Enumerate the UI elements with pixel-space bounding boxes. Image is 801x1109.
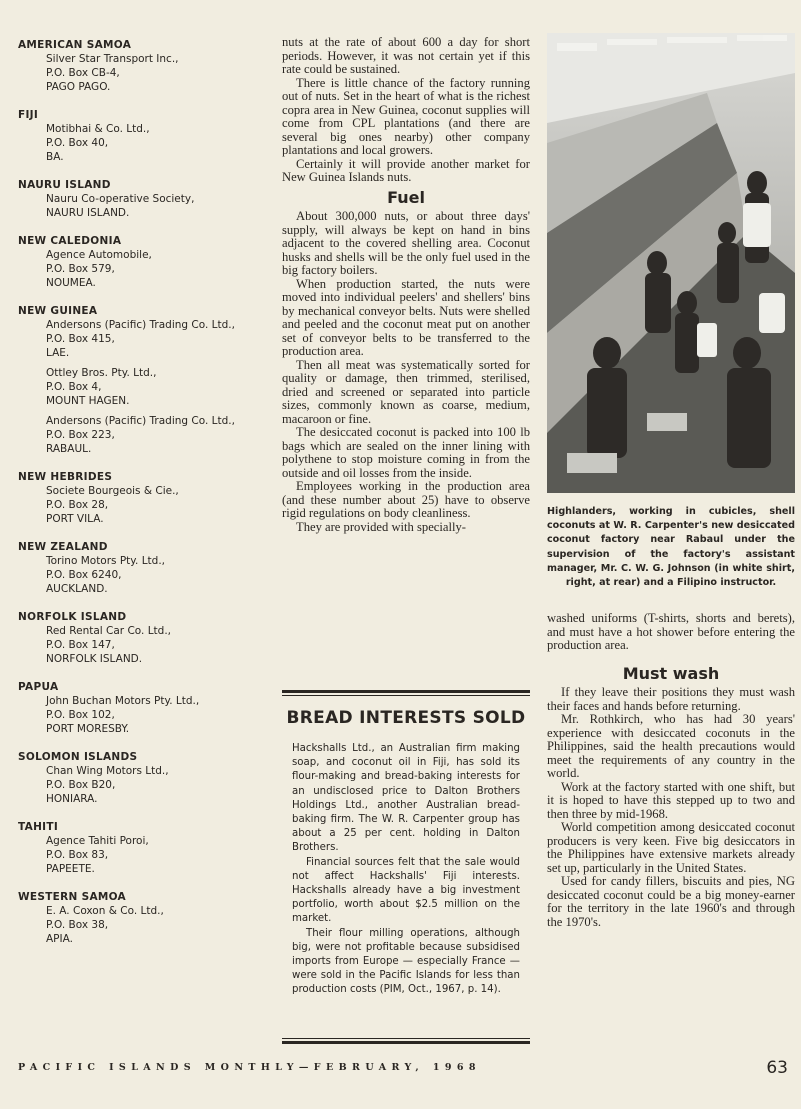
- directory-address-line: P.O. Box CB-4,: [46, 67, 120, 79]
- directory-address-line: Motibhai & Co. Ltd.,: [46, 123, 150, 135]
- directory-address-line: LAE.: [46, 347, 70, 359]
- directory-firm: [18, 764, 268, 806]
- article-paragraph: About 300,000 nuts, or about three days' supply, will always be kept on hand in bins adjacent to the covered shelling area. Coconut husks and shells will be the only fuel used in the big factory boilers.: [282, 209, 530, 277]
- directory-address-line: NORFOLK ISLAND.: [46, 653, 143, 665]
- boxed-paragraph: Their flour milling operations, although big, were not profitable because subsidised imports from Europe — especially France — were sold in the Pacific Islands for less than production costs (PIM, Oct., 1967, p. 14).: [292, 927, 520, 996]
- directory-address-line: Ottley Bros. Pty. Ltd.,: [46, 367, 157, 379]
- directory-country: TAHITI: [18, 821, 59, 833]
- directory-entry: [18, 610, 268, 666]
- directory-address-line: P.O. Box 102,: [46, 709, 115, 721]
- directory-firm: [18, 52, 268, 94]
- directory-country: WESTERN SAMOA: [18, 891, 126, 903]
- article-paragraph: When production started, the nuts were moved into individual peelers' and shellers' bins by mechanical conveyor belts. Nuts were shelled and peeled and the coconut meat put on another set of conveyor belts to be transferred to the production area.: [282, 276, 530, 358]
- directory-entry: [18, 304, 268, 456]
- directory-firm: [18, 694, 268, 736]
- article-column-right: [547, 612, 795, 929]
- directory-firm: [18, 484, 268, 526]
- directory-firm: [18, 624, 268, 666]
- directory-address-line: Silver Star Transport Inc.,: [46, 53, 179, 65]
- directory-address-line: Societe Bourgeois & Cie.,: [46, 485, 179, 497]
- article-paragraph: washed uniforms (T-shirts, shorts and berets), and must have a hot shower before entering the production area.: [547, 611, 795, 652]
- directory-country: SOLOMON ISLANDS: [18, 751, 138, 763]
- directory-address-line: P.O. Box B20,: [46, 779, 116, 791]
- directory-country: AMERICAN SAMOA: [18, 39, 132, 51]
- directory-entry: [18, 234, 268, 290]
- directory-country: NEW ZEALAND: [18, 541, 108, 553]
- photo-illustration: [547, 33, 795, 493]
- directory-country: NORFOLK ISLAND: [18, 611, 127, 623]
- boxed-paragraph: Hackshalls Ltd., an Australian firm making soap, and coconut oil in Fiji, has sold its flour-making and bread-baking interests for an undisclosed price to Dalton Brothers Holdings Ltd., another Australian bread-baking firm. The W. R. Carpenter group has about a 25 per cent. holding in Dalton Brothers.: [292, 743, 520, 854]
- directory-address-line: P.O. Box 415,: [46, 333, 115, 345]
- article-paragraph: There is little chance of the factory running out of nuts. Set in the heart of what is the richest copra area in New Guinea, coconut supplies will come from CPL plantations (and there are several big ones nearby) other company plantations and local growers.: [282, 75, 530, 157]
- article-paragraph: Used for candy fillers, biscuits and pies, NG desiccated coconut could be a big money-earner for the territory in the late 1960's and through the 1970's.: [547, 874, 795, 929]
- article-column-middle: [282, 36, 530, 534]
- directory-address-line: E. A. Coxon & Co. Ltd.,: [46, 905, 164, 917]
- article-paragraph: Then all meat was systematically sorted for quality or damage, then trimmed, sterilised, dried and screened or separated into particle sizes, commonly known as coarse, medium, macaroon or fine.: [282, 357, 530, 426]
- article-paragraph: Certainly it will provide another market for New Guinea Islands nuts.: [282, 156, 530, 184]
- directory-address-line: AUCKLAND.: [46, 583, 108, 595]
- boxed-paragraph: Financial sources felt that the sale would not affect Hackshalls' Fiji interests. Hackshalls already have a big investment portfolio, worth about $2.5 million on the market.: [292, 856, 520, 925]
- directory-address-line: NOUMEA.: [46, 277, 96, 289]
- directory-address-line: Torino Motors Pty. Ltd.,: [46, 555, 166, 567]
- directory-address-line: APIA.: [46, 933, 73, 945]
- directory-address-line: P.O. Box 4,: [46, 381, 102, 393]
- directory-address-line: P.O. Box 147,: [46, 639, 115, 651]
- directory-address-line: BA.: [46, 151, 64, 163]
- directory-address-line: NAURU ISLAND.: [46, 207, 130, 219]
- article-paragraph: They are provided with specially-: [296, 519, 466, 534]
- article-paragraph: Mr. Rothkirch, who has had 30 years' experience with desiccated coconuts in the Philippines, said the health precautions would meet the requirements of any country in the world.: [547, 712, 795, 780]
- directory-entry: [18, 750, 268, 806]
- box-rule-bottom: [282, 1038, 530, 1044]
- boxed-title: BREAD INTERESTS SOLD: [286, 708, 526, 728]
- directory-entry: [18, 540, 268, 596]
- directory-address-line: P.O. Box 28,: [46, 499, 109, 511]
- directory-address-line: Agence Automobile,: [46, 249, 152, 261]
- publication-line: PACIFIC ISLANDS MONTHLY—FEBRUARY, 1968: [18, 1062, 481, 1073]
- page-number: 63: [766, 1058, 788, 1078]
- dealer-directory: [18, 38, 268, 960]
- directory-address-line: HONIARA.: [46, 793, 98, 805]
- directory-address-line: PAGO PAGO.: [46, 81, 111, 93]
- directory-address-line: Andersons (Pacific) Trading Co. Ltd.,: [46, 319, 235, 331]
- directory-firm: [18, 554, 268, 596]
- article-paragraph: World competition among desiccated coconut producers is very keen. Five big desiccators in the Philippines have extensive markets already set up, particularly in the United States.: [547, 820, 795, 875]
- directory-address-line: Chan Wing Motors Ltd.,: [46, 765, 169, 777]
- subheading-must-wash: Must wash: [622, 663, 720, 683]
- directory-address-line: PORT MORESBY.: [46, 723, 130, 735]
- directory-firm: [18, 414, 268, 456]
- directory-country: NEW CALEDONIA: [18, 235, 122, 247]
- article-paragraph: nuts at the rate of about 600 a day for short periods. However, it was not certain yet if this rate could be sustained.: [282, 35, 530, 76]
- directory-address-line: P.O. Box 6240,: [46, 569, 122, 581]
- directory-address-line: P.O. Box 579,: [46, 263, 115, 275]
- directory-firm: [18, 192, 268, 220]
- directory-entry: [18, 108, 268, 164]
- directory-country: FIJI: [18, 109, 39, 121]
- boxed-body: [282, 742, 530, 998]
- directory-country: NAURU ISLAND: [18, 179, 111, 191]
- article-paragraph: Employees working in the production area (and these number about 25) have to observe rigid regulations on body cleanliness.: [282, 479, 530, 520]
- directory-address-line: MOUNT HAGEN.: [46, 395, 130, 407]
- box-rule-top: [282, 690, 530, 696]
- directory-address-line: John Buchan Motors Pty. Ltd.,: [46, 695, 200, 707]
- directory-firm: [18, 122, 268, 164]
- directory-address-line: Red Rental Car Co. Ltd.,: [46, 625, 172, 637]
- directory-firm: [18, 834, 268, 876]
- factory-photo: [547, 33, 795, 493]
- directory-country: NEW HEBRIDES: [18, 471, 113, 483]
- directory-address-line: Agence Tahiti Poroi,: [46, 835, 149, 847]
- directory-address-line: PORT VILA.: [46, 513, 104, 525]
- article-paragraph: Work at the factory started with one shift, but it is hoped to have this stepped up to two and then three by mid-1968.: [547, 779, 795, 821]
- directory-entry: [18, 178, 268, 220]
- directory-entry: [18, 470, 268, 526]
- boxed-news-item: [282, 690, 530, 1044]
- directory-address-line: PAPEETE.: [46, 863, 95, 875]
- directory-entry: [18, 680, 268, 736]
- directory-firm: [18, 904, 268, 946]
- directory-firm: [18, 366, 268, 408]
- page-footer: [18, 1058, 788, 1088]
- directory-firm: [18, 318, 268, 360]
- directory-address-line: P.O. Box 83,: [46, 849, 109, 861]
- directory-address-line: P.O. Box 223,: [46, 429, 115, 441]
- directory-entry: [18, 890, 268, 946]
- directory-country: PAPUA: [18, 681, 59, 693]
- directory-address-line: P.O. Box 38,: [46, 919, 109, 931]
- directory-address-line: Andersons (Pacific) Trading Co. Ltd.,: [46, 415, 235, 427]
- subheading-fuel: Fuel: [387, 187, 425, 207]
- article-paragraph: The desiccated coconut is packed into 100 lb bags which are sealed on the inner lining with polythene to stop moisture coming in from the outside and oil losses from the inside.: [282, 425, 530, 480]
- article-paragraph: If they leave their positions they must wash their faces and hands before returning.: [547, 685, 795, 713]
- directory-country: NEW GUINEA: [18, 305, 98, 317]
- directory-entry: [18, 38, 268, 94]
- directory-entry: [18, 820, 268, 876]
- directory-firm: [18, 248, 268, 290]
- directory-address-line: RABAUL.: [46, 443, 92, 455]
- photo-caption: Highlanders, working in cubicles, shell coconuts at W. R. Carpenter's new desiccated coconut factory near Rabaul under the supervision of the factory's assistant manager, Mr. C. W. G. Johnson (in white shirt, right, at rear) and a Filipino instructor.: [547, 506, 795, 589]
- directory-address-line: P.O. Box 40,: [46, 137, 109, 149]
- directory-address-line: Nauru Co-operative Society,: [46, 193, 195, 205]
